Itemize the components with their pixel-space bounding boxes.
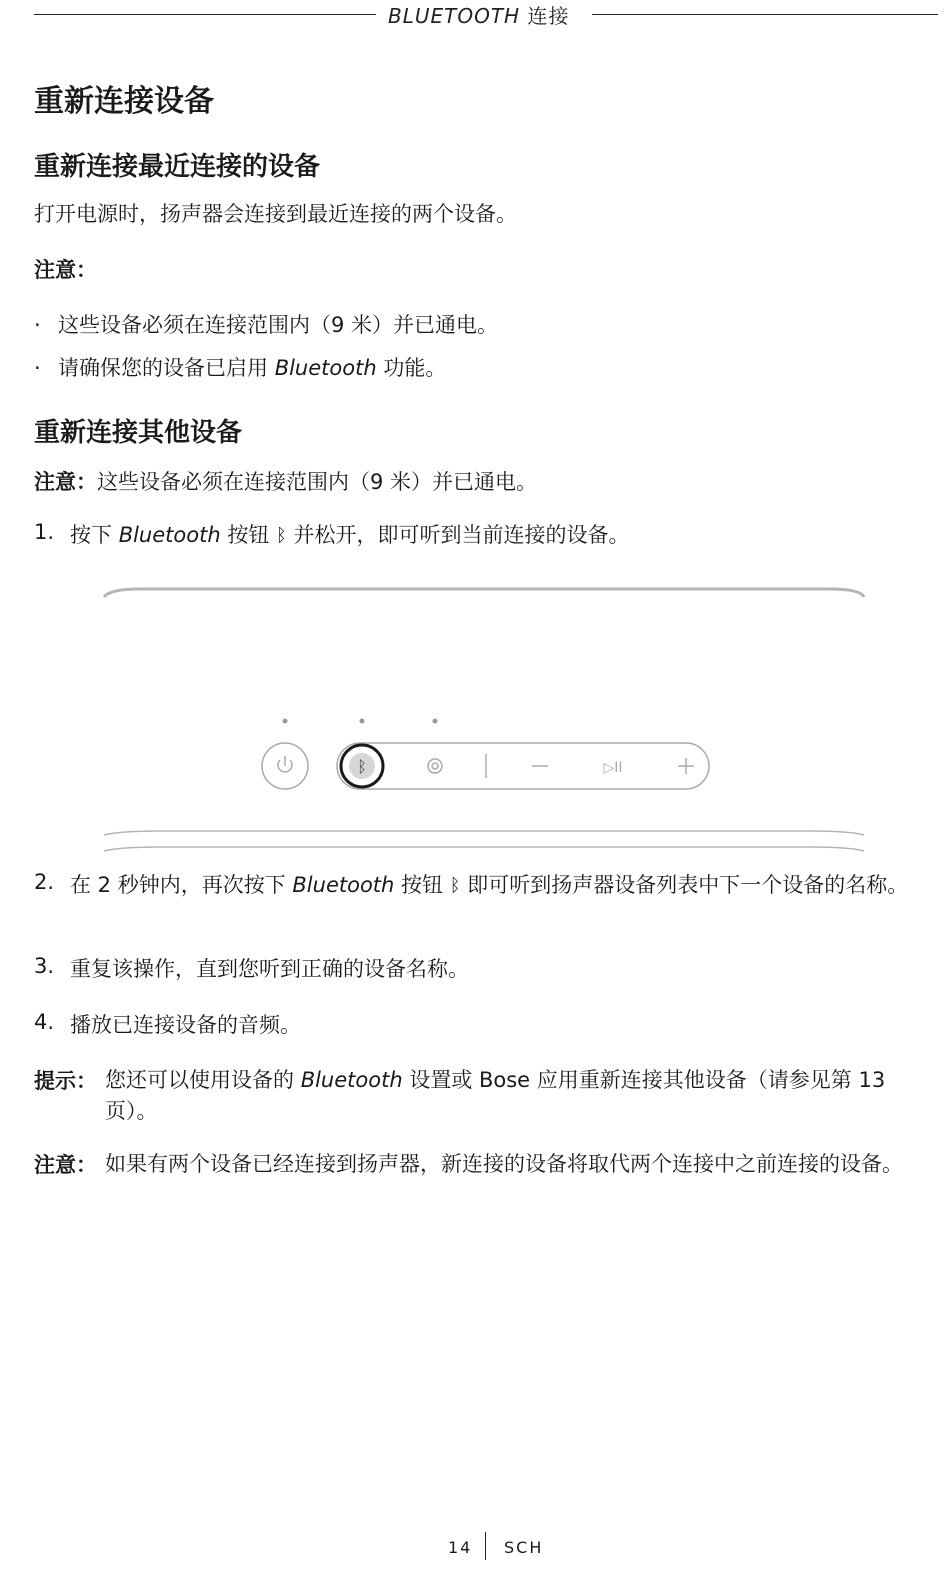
step-item: 2. 在 2 秒钟内，再次按下 Bluetooth 按钮 ᛒ 即可听到扬声器设备列表中下一个设备的名称。 xyxy=(34,870,939,902)
page-number: 14 xyxy=(448,1538,473,1557)
note-label: 注意： xyxy=(34,258,97,282)
indicator-dot xyxy=(360,719,365,724)
bluetooth-icon: ᛒ xyxy=(357,757,367,776)
bluetooth-button[interactable] xyxy=(341,745,383,787)
play-pause-icon[interactable]: ▷II xyxy=(603,760,623,776)
tip-block: 提示： 您还可以使用设备的 Bluetooth 设置或 Bose 应用重新连接其他设备（请参见第 13 页）。 xyxy=(34,1068,886,1123)
page-title: 重新连接设备 xyxy=(34,84,214,119)
speaker-button-panel-diagram xyxy=(100,585,870,855)
power-button[interactable] xyxy=(262,743,308,789)
bluetooth-icon: ᛒ xyxy=(276,525,287,546)
header-title: BLUETOOTH 连接 xyxy=(388,4,570,28)
note-block: 注意： 如果有两个设备已经连接到扬声器，新连接的设备将取代两个连接中之前连接的设备。 xyxy=(34,1152,903,1177)
header-rule-right xyxy=(592,14,938,15)
bullet-dot: · xyxy=(34,313,41,337)
section-body: 打开电源时，扬声器会连接到最近连接的两个设备。 xyxy=(34,202,517,226)
bullet-dot: · xyxy=(34,356,41,380)
step-item: 3. 重复该操作，直到您听到正确的设备名称。 xyxy=(34,954,469,981)
step-item: 4. 播放已连接设备的音频。 xyxy=(34,1010,301,1037)
footer-divider xyxy=(485,1532,486,1560)
language-code: SCH xyxy=(504,1538,544,1557)
bluetooth-icon: ᛒ xyxy=(449,875,461,896)
bullet-item: · 请确保您的设备已启用 Bluetooth 功能。 xyxy=(34,356,447,380)
section-heading-other: 重新连接其他设备 xyxy=(34,418,243,448)
note-line: 注意：这些设备必须在连接范围内（9 米）并已通电。 xyxy=(34,470,538,494)
bullet-item: · 这些设备必须在连接范围内（9 米）并已通电。 xyxy=(34,313,499,337)
section-heading-recent: 重新连接最近连接的设备 xyxy=(34,152,321,182)
step-item: 1. 按下 Bluetooth 按钮 ᛒ 并松开，即可听到当前连接的设备。 xyxy=(34,520,939,552)
control-strip xyxy=(337,743,709,789)
indicator-dot xyxy=(433,719,438,724)
header-rule-left xyxy=(34,14,376,15)
indicator-dot xyxy=(283,719,288,724)
